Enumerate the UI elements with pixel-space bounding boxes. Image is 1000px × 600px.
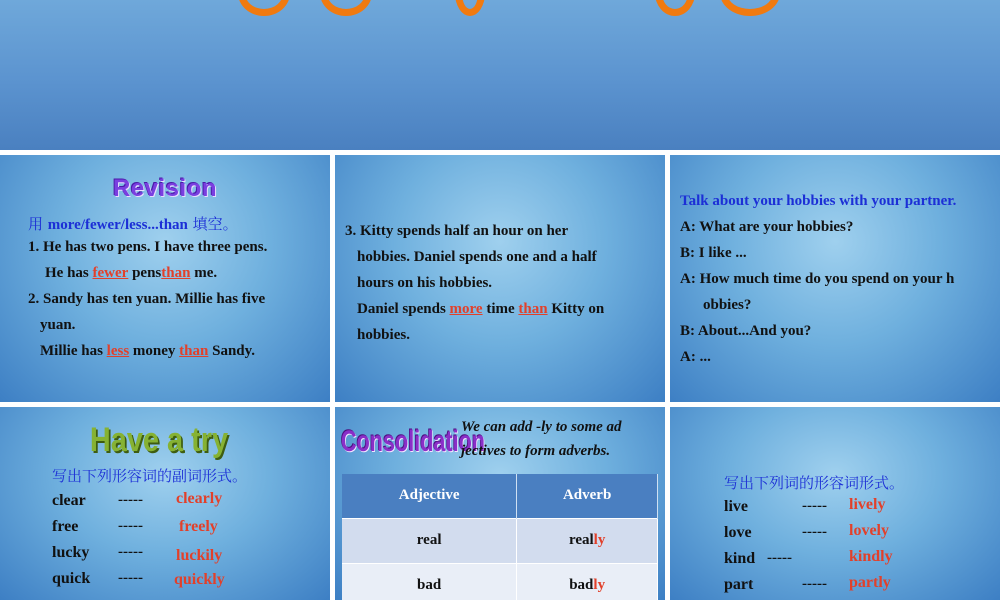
question-1: 1. He has two pens. I have three pens. xyxy=(28,239,268,255)
dash: ----- xyxy=(118,518,143,534)
answer-blank: than xyxy=(161,265,191,281)
revision-slide xyxy=(0,155,330,402)
question-2-answer: Millie has less money than Sandy. xyxy=(40,343,256,359)
dialogue-line: A: How much time do you spend on your h xyxy=(680,271,955,287)
answer-blank: less xyxy=(106,343,130,359)
dialogue-line: obbies? xyxy=(703,297,752,313)
exercise-answer: Daniel spends more time than Kitty on xyxy=(357,301,605,317)
dash: ----- xyxy=(118,544,143,560)
dialogue-line: B: I like ... xyxy=(680,245,747,261)
answer-word: luckily xyxy=(176,547,223,564)
answer-blank: fewer xyxy=(92,265,129,281)
word: free xyxy=(52,518,79,535)
dash: ----- xyxy=(118,570,143,586)
exercise-slide xyxy=(335,155,665,402)
consolidation-slide xyxy=(335,407,665,600)
dialogue-line: A: ... xyxy=(680,349,711,365)
answer-word: partly xyxy=(849,574,891,591)
talk-title: Talk about your hobbies with your partner. xyxy=(680,193,957,209)
answer-word: lively xyxy=(849,496,886,513)
exercise-line: hobbies. Daniel spends one and a half xyxy=(357,249,597,265)
exercise-line: hours on his hobbies. xyxy=(357,275,493,291)
answer-word: clearly xyxy=(176,490,223,507)
word: clear xyxy=(52,492,86,509)
answer-blank: than xyxy=(179,343,209,359)
talk-slide xyxy=(670,155,1000,402)
word: love xyxy=(724,524,752,541)
orange-letter-decoration xyxy=(455,0,485,16)
orange-letter-decoration xyxy=(655,0,695,16)
question-2-cont: yuan. xyxy=(40,317,76,333)
consolidation-title: Consolidation xyxy=(341,425,485,458)
dash: ----- xyxy=(767,550,792,566)
revision-instruction: 用 more/fewer/less...than 填空。 xyxy=(28,215,238,233)
word: lucky xyxy=(52,544,90,561)
orange-letter-decoration xyxy=(238,0,290,16)
dialogue-line: A: What are your hobbies? xyxy=(680,219,854,235)
adjective-cell: real xyxy=(342,518,517,563)
table-row xyxy=(342,563,658,600)
answer-word: quickly xyxy=(174,571,225,588)
adjective-cell: bad xyxy=(342,563,517,600)
answer-word: lovely xyxy=(849,522,889,539)
exercise-line: hobbies. xyxy=(357,327,410,343)
adverb-cell: really xyxy=(517,518,658,563)
adjective-adverb-table xyxy=(342,474,658,600)
adjective-forms-slide xyxy=(670,407,1000,600)
dash: ----- xyxy=(802,524,827,540)
answer-word: kindly xyxy=(849,548,893,565)
have-a-try-title: Have a try xyxy=(89,421,229,459)
exercise-line: 3. Kitty spends half an hour on her xyxy=(345,223,569,239)
revision-title: Revision xyxy=(112,175,218,202)
top-slide xyxy=(0,0,1000,150)
word: part xyxy=(724,576,754,593)
table-header: Adverb xyxy=(517,474,658,518)
have-a-try-slide xyxy=(0,407,330,600)
answer-word: freely xyxy=(179,518,218,535)
have-a-try-instruction: 写出下列形容词的副词形式。 xyxy=(52,467,248,485)
consolidation-note: We can add -ly to some ad jectives to form adverbs. xyxy=(461,419,622,459)
word: quick xyxy=(52,570,91,587)
table-header: Adjective xyxy=(342,474,517,518)
table-row xyxy=(342,518,658,563)
word: kind xyxy=(724,550,756,567)
dialogue-line: B: About...And you? xyxy=(680,323,812,339)
question-1-answer: He has fewer pensthan me. xyxy=(45,265,218,281)
adjective-instruction: 写出下列词的形容词形式。 xyxy=(724,474,905,492)
dash: ----- xyxy=(118,492,143,508)
question-2: 2. Sandy has ten yuan. Millie has five xyxy=(28,291,266,307)
adverb-cell: badly xyxy=(517,563,658,600)
answer-blank: more xyxy=(449,301,483,317)
orange-letter-decoration xyxy=(320,0,372,16)
word: live xyxy=(724,498,748,515)
orange-letter-decoration xyxy=(720,0,780,16)
dash: ----- xyxy=(802,498,827,514)
dash: ----- xyxy=(802,576,827,592)
answer-blank: than xyxy=(518,301,548,317)
